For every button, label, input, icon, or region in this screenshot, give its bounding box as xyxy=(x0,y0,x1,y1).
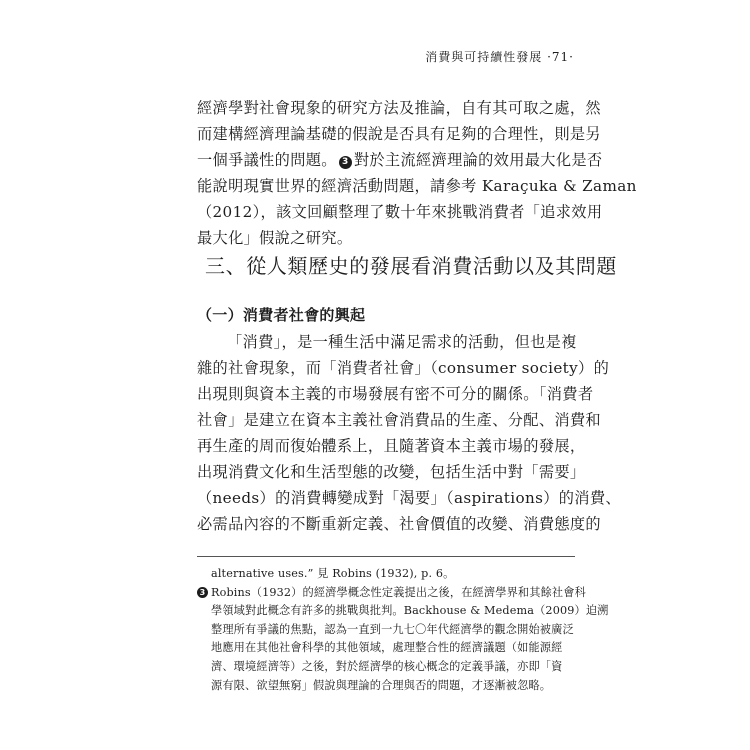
paragraph-line: 雜的社會現象，而「消費者社會」（consumer society）的 xyxy=(197,359,610,377)
paragraph-line: 出現消費文化和生活型態的改變，包括生活中對「需要」 xyxy=(197,463,586,481)
intro-paragraph xyxy=(197,95,637,251)
footnote-reference-marker[interactable]: 3 xyxy=(339,156,352,169)
footnote-line: 地應用在其他社會科學的其他領域，處理整合性的經濟議題（如能源經 xyxy=(211,641,563,655)
intro-line-3-end: 對於主流經濟理論的效用最大化是否 xyxy=(353,151,603,169)
footnote-continuation: alternative uses.” 見 Robins (1932), p. 6。 xyxy=(211,567,455,580)
intro-line-2: 而建構經濟理論基礎的假說是否具有足夠的合理性，則是另 xyxy=(197,125,601,143)
page-number-separator: · xyxy=(547,50,552,64)
paragraph-line: 出現則與資本主義的市場發展有密不可分的關係。「消費者 xyxy=(197,385,594,403)
main-paragraph xyxy=(197,329,621,537)
paragraph-line: 社會」是建立在資本主義社會消費品的生產、分配、消費和 xyxy=(197,411,601,429)
section-heading: 三、從人類歷史的發展看消費活動以及其問題 xyxy=(205,254,617,278)
subsection-heading: （一）消費者社會的興起 xyxy=(197,306,366,324)
footnote-text: Robins（1932）的經濟學概念性定義提出之後，在經濟學界和其餘社會科 xyxy=(211,585,586,599)
intro-line-3 xyxy=(197,147,603,173)
footnote-line: 學領域對此概念有許多的挑戰與批判。Backhouse & Medema（2009）迫溯 xyxy=(211,604,609,618)
intro-line-3-start: 一個爭議性的問題。 xyxy=(197,151,337,169)
intro-line-6: 最大化」假說之研究。 xyxy=(197,229,353,247)
footnote-line: 整理所有爭議的焦點，認為一直到一九七〇年代經濟學的觀念開始被廣泛 xyxy=(211,622,574,636)
running-title: 消費與可持續性發展 xyxy=(425,50,543,64)
footnote-3-line-1 xyxy=(197,584,586,603)
footnote-line: 源有限、欲望無窮」假說與理論的合理與否的問題，才逐漸被忽略。 xyxy=(211,678,552,692)
running-header: 消費與可持續性發展 ·71· xyxy=(425,50,574,64)
paragraph-line: 「消費」，是一種生活中滿足需求的活動，但也是複 xyxy=(227,333,577,351)
intro-line-1: 經濟學對社會現象的研究方法及推論，自有其可取之處，然 xyxy=(197,99,601,117)
footnote-marker: 3 xyxy=(197,587,208,598)
page-number: 71 xyxy=(551,50,570,64)
intro-line-4: 能說明現實世界的經濟活動問題，請參考 Karaçuka & Zaman xyxy=(197,177,637,195)
paragraph-line: 必需品內容的不斷重新定義、社會價值的改變、消費態度的 xyxy=(197,515,601,533)
footnote-line: 濟、環境經濟等）之後，對於經濟學的核心概念的定義爭議，亦即「資 xyxy=(211,659,563,673)
paragraph-line: （needs）的消費轉變成對「渴要」（aspirations）的消費、 xyxy=(197,489,621,507)
footnotes xyxy=(197,565,609,695)
footnote-divider xyxy=(197,556,575,557)
paragraph-line: 再生產的周而復始體系上，且隨著資本主義市場的發展， xyxy=(197,437,586,455)
intro-line-5: （2012），該文回顧整理了數十年來挑戰消費者「追求效用 xyxy=(197,203,603,221)
